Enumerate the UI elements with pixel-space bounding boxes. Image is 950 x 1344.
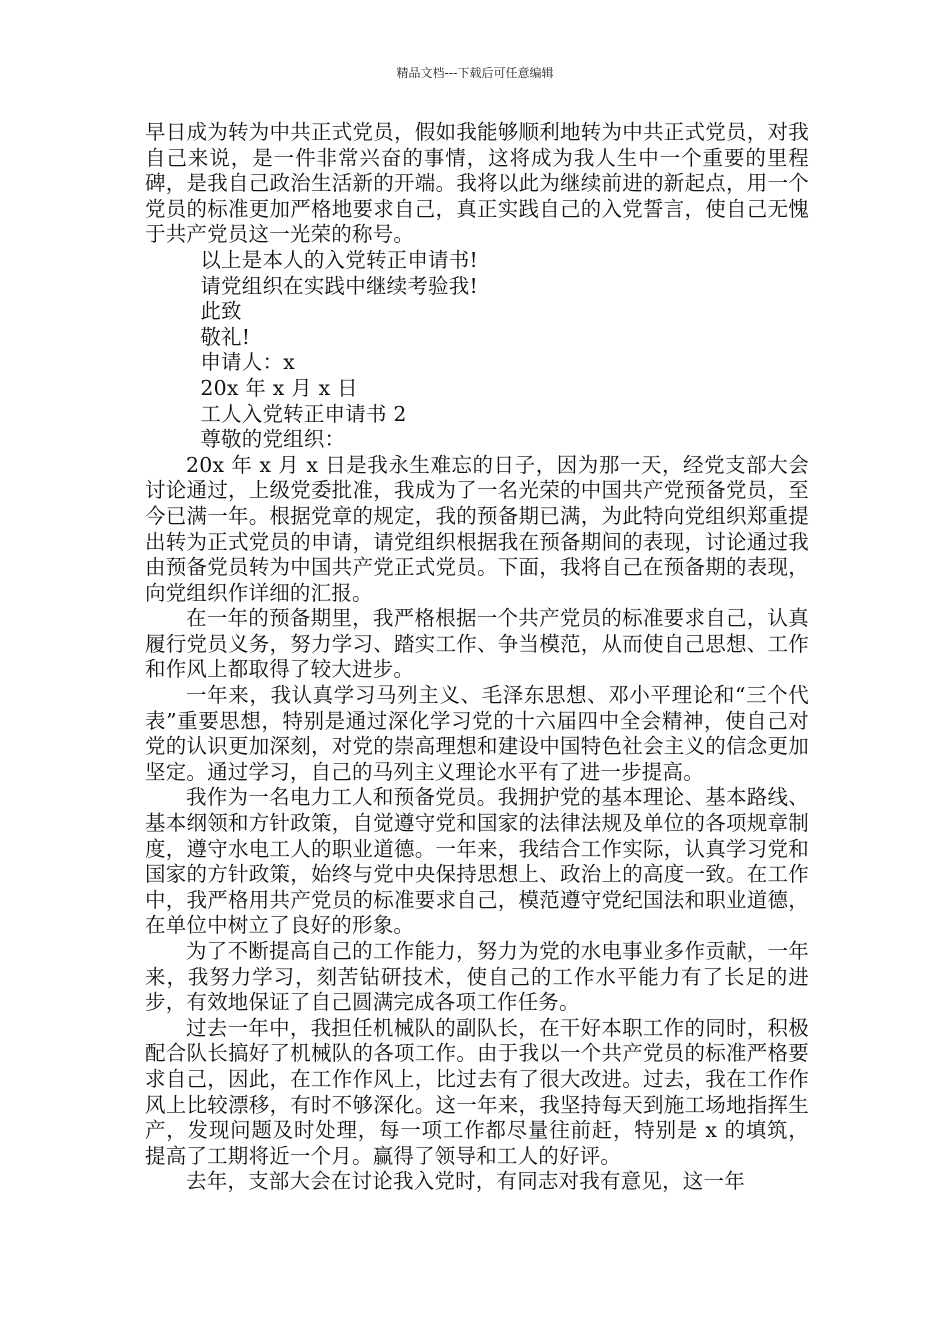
closing-line: 请党组织在实践中继续考验我! (200, 273, 478, 298)
date-line: 20x 年 x 月 x 日 (200, 375, 358, 400)
paragraph: 为了不断提高自己的工作能力，努力为党的水电事业多作贡献，一年来，我努力学习，刻苦钻研技术，使自己的工作水平能力有了长足的进步，有效地保证了自己圆满完成各项工作任务。 (145, 939, 809, 1015)
paragraph: 20x 年 x 月 x 日是我永生难忘的日子，因为那一天，经党支部大会讨论通过，上级党委批准，我成为了一名光荣的中国共产党预备党员，至今已满一年。根据党章的规定，我的预备期已满，为此特向党组织郑重提出转为正式党员的申请，请党组织根据我在预备期间的表现，讨论通过我由预备党员转为中国共产党正式党员。下面，我将自己在预备期的表现，向党组织作详细的汇报。 (145, 452, 809, 605)
closing-line: 以上是本人的入党转正申请书! (200, 247, 478, 272)
paragraph: 一年来，我认真学习马列主义、毛泽东思想、邓小平理论和“三个代表”重要思想，特别是通过深化学习党的十六届四中全会精神，使自己对党的认识更加深刻，对党的崇高理想和建设中国特色社会主义的信念更加坚定。通过学习，自己的马列主义理论水平有了进一步提高。 (145, 683, 809, 784)
page-header: 精品文档---下载后可任意编辑 (396, 66, 554, 80)
paragraph: 过去一年中，我担任机械队的副队长，在干好本职工作的同时，积极配合队长搞好了机械队的各项工作。由于我以一个共产党员的标准严格要求自己，因此，在工作作风上，比过去有了很大改进。过去，我在工作作风上比较漂移，有时不够深化。这一年来，我坚持每天到施工场地指挥生产，发现问题及时处理，每一项工作都尽量往前赶，特别是 x 的填筑，提高了工期将近一个月。赢得了领导和工人的好评。 (145, 1015, 809, 1168)
paragraph-intro: 早日成为转为中共正式党员，假如我能够顺利地转为中共正式党员，对我自己来说，是一件非常兴奋的事情，这将成为我人生中一个重要的里程碑，是我自己政治生活新的开端。我将以此为继续前进的新起点，用一个党员的标准更加严格地要求自己，真正实践自己的入党誓言，使自己无愧于共产党员这一光荣的称号。 (145, 120, 809, 247)
section-title: 工人入党转正申请书 2 (200, 401, 407, 426)
salutation-line: 敬礼! (200, 324, 251, 349)
paragraph: 在一年的预备期里，我严格根据一个共产党员的标准要求自己，认真履行党员义务，努力学习、踏实工作、争当模范，从而使自己思想、工作和作风上都取得了较大进步。 (145, 606, 809, 682)
greeting-line: 尊敬的党组织： (200, 427, 346, 452)
paragraph: 去年，支部大会在讨论我入党时，有同志对我有意见，这一年 (186, 1169, 745, 1194)
salutation-line: 此致 (200, 299, 242, 324)
document-body (145, 120, 809, 1195)
paragraph: 我作为一名电力工人和预备党员。我拥护党的基本理论、基本路线、基本纲领和方针政策，自觉遵守党和国家的法律法规及单位的各项规章制度，遵守水电工人的职业道德。一年来，我结合工作实际，认真学习党和国家的方针政策，始终与党中央保持思想上、政治上的高度一致。在工作中，我严格用共产党员的标准要求自己，模范遵守党纪国法和职业道德，在单位中树立了良好的形象。 (145, 785, 809, 938)
applicant-line: 申请人：x (200, 350, 295, 375)
